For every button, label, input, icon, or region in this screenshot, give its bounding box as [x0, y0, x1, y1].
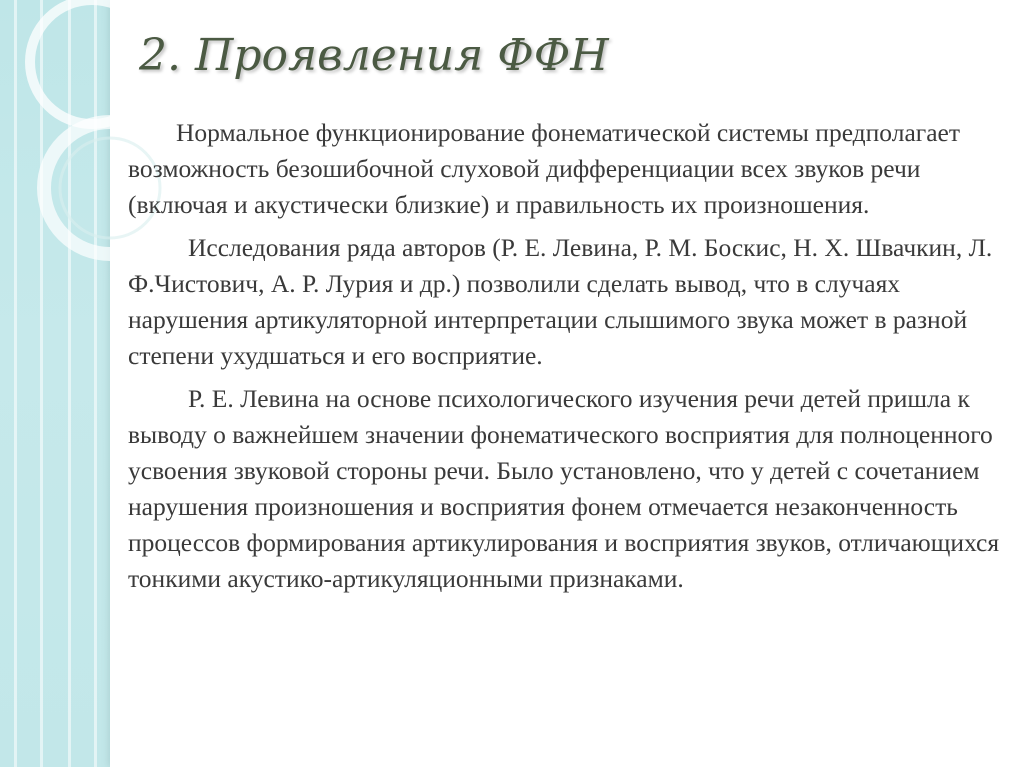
paragraph-2: Исследования ряда авторов (Р. Е. Левина, Р. М. Боскис, Н. Х. Швачкин, Л. Ф.Чистович, А. Р. Лурия и др.) позволили сделать вывод, что в случаях нарушения артикуляторной интерпретации слышимого звука может в разной степени ухудшаться и его восприятие. [128, 233, 993, 370]
panel-stripe [40, 0, 43, 767]
slide-title: 2. Проявления ФФН [139, 30, 609, 81]
paragraph-1: Нормальное функционирование фонематической системы предполагает возможность безошибочной слуховой дифференциации всех звуков речи (включая и акустически близкие) и правильность их произношения. [128, 118, 961, 219]
slide-body [128, 115, 1008, 604]
panel-stripe [14, 0, 17, 767]
decorative-side-panel [0, 0, 110, 767]
paragraph-3: Р. Е. Левина на основе психологического изучения речи детей пришла к выводу о важнейшем значении фонематического восприятия для полноценного усвоения звуковой стороны речи. Было установлено, что у детей с сочетанием нарушения произношения и восприятия фонем отмечается незаконченность процессов формирования артикулирования и восприятия звуков, отличающихся тонкими акустико-артикуляционными признаками. [128, 384, 1000, 593]
panel-stripe [68, 0, 71, 767]
panel-stripe [94, 0, 97, 767]
